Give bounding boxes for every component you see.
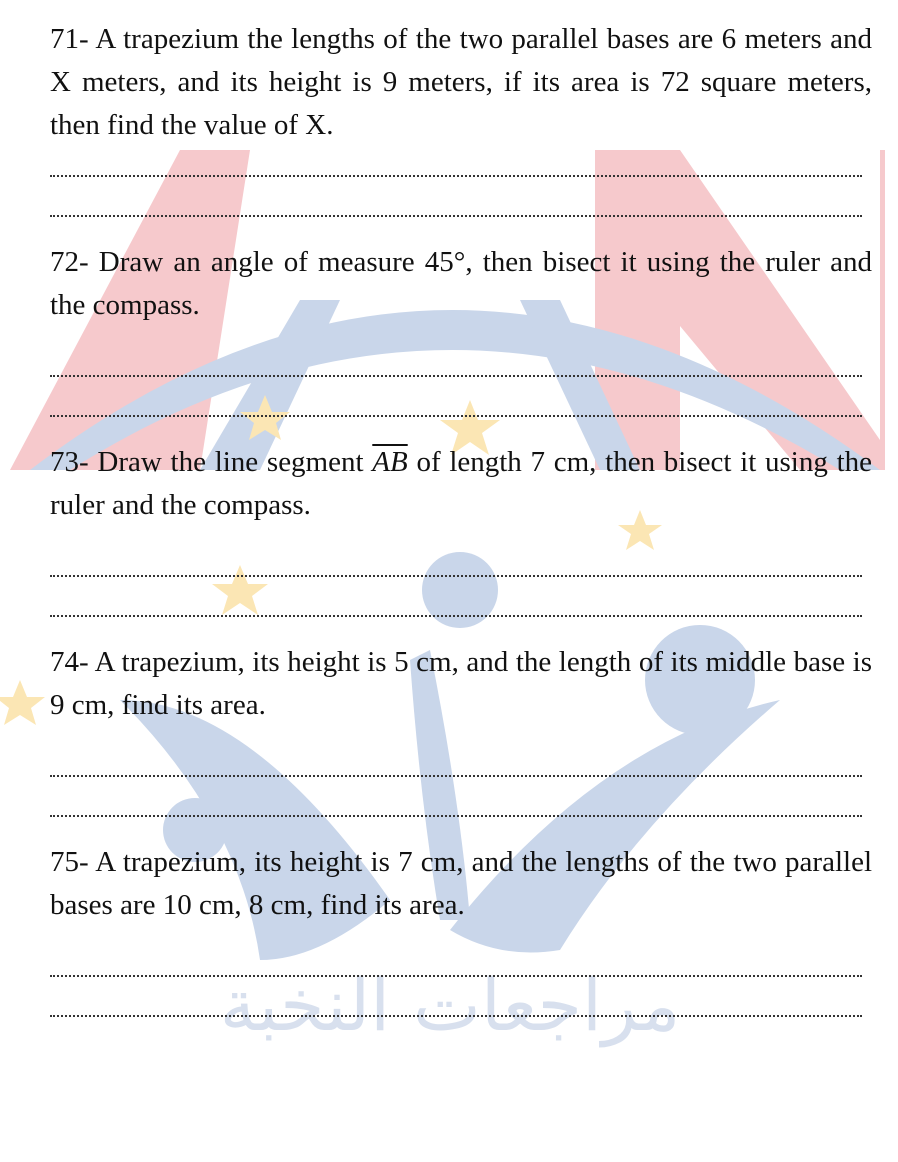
question-71 [50, 18, 872, 227]
watermark-arabic-text: مراجعات النخبة [219, 963, 681, 1047]
question-72-text [50, 241, 872, 327]
question-74 [50, 641, 872, 827]
question-number: 74- [50, 646, 89, 678]
question-75-text [50, 841, 872, 927]
answer-line[interactable] [50, 787, 872, 827]
question-body-start: Draw the line segment [97, 446, 373, 478]
question-73-text [50, 441, 872, 527]
question-body: A trapezium, its height is 7 cm, and the lengths of the two parallel bases are 10 cm, 8 cm, find its area. [50, 846, 872, 921]
answer-line[interactable] [50, 327, 872, 387]
question-number: 72- [50, 246, 89, 278]
question-body-end: of length 7 cm, then bisect it using the ruler and the compass. [50, 446, 873, 521]
answer-line[interactable] [50, 587, 872, 627]
line-segment-label: $\overline{AB}$ [372, 446, 408, 478]
question-71-text [50, 18, 872, 147]
question-body: Draw an angle of measure 45°, then bisect it using the ruler and the compass. [50, 246, 873, 321]
question-73 [50, 441, 872, 627]
answer-line[interactable] [50, 387, 872, 427]
answer-line[interactable] [50, 927, 872, 987]
question-75 [50, 841, 872, 1027]
question-number: 73- [50, 446, 89, 478]
question-74-text [50, 641, 872, 727]
worksheet [50, 18, 872, 1027]
answer-line[interactable] [50, 527, 872, 587]
answer-line[interactable] [50, 187, 872, 227]
question-number: 71- [50, 23, 89, 55]
answer-line[interactable] [50, 147, 872, 187]
question-72 [50, 241, 872, 427]
question-body: A trapezium the lengths of the two parallel bases are 6 meters and X meters, and its height is 9 meters, if its area is 72 square meters, then find the value of X. [50, 23, 872, 141]
question-number: 75- [50, 846, 89, 878]
question-body: A trapezium, its height is 5 cm, and the length of its middle base is 9 cm, find its area. [50, 646, 872, 721]
answer-line[interactable] [50, 987, 872, 1027]
answer-line[interactable] [50, 727, 872, 787]
